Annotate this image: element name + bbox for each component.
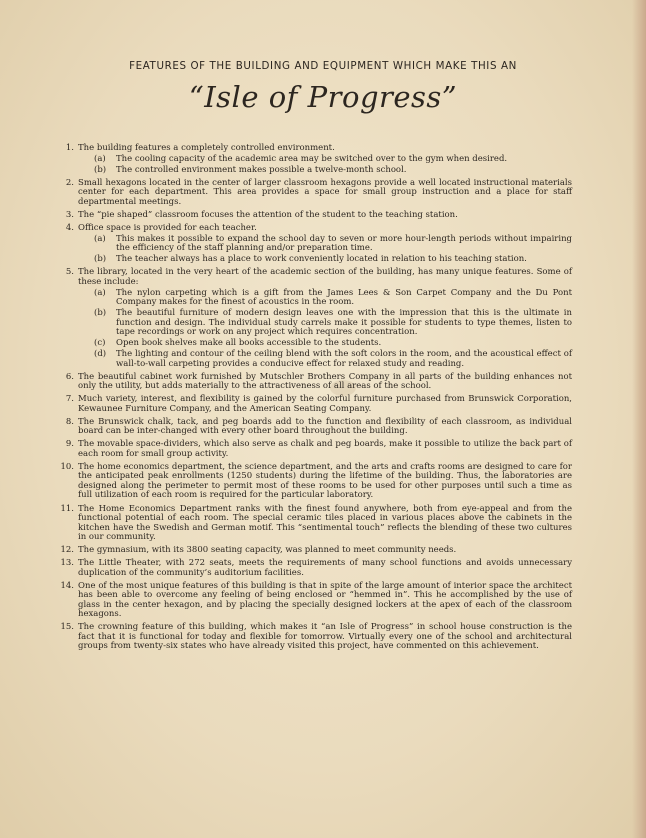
item-number: 8. [65, 416, 74, 427]
sub-item-text: The controlled environment makes possible a twelve-month school. [116, 164, 407, 175]
sub-item-label: (d) [94, 349, 107, 359]
sub-item [78, 235, 572, 254]
sub-item [78, 289, 572, 308]
item-number: 12. [60, 545, 74, 556]
item-text: The “pie shaped” classroom focuses the attention of the student to the teaching station. [78, 209, 458, 220]
item-number: 13. [60, 558, 74, 569]
sub-item [78, 155, 572, 165]
feature-item [56, 463, 572, 501]
sub-item-text: The cooling capacity of the academic area may be switched over to the gym when desired. [116, 153, 508, 164]
feature-item [56, 373, 572, 392]
feature-item [56, 179, 572, 208]
sub-item-text: The beautiful furniture of modern design leaves one with the impression that this is the ultimate in function and design. The individual study carrels make it possible for students to type themes, listen to tape recordings or work on any project which requires concentration. [116, 308, 572, 338]
item-number: 14. [60, 580, 74, 591]
item-number: 6. [65, 371, 74, 382]
item-number: 11. [60, 503, 74, 514]
feature-item [56, 440, 572, 459]
item-text: One of the most unique features of this building is that in spite of the large amount of interior space the architect has been able to overcome any feeling of being enclosed or “hemmed in”. This he accomplished by the use of glass in the center hexagon, and by placing the specially designed lockers at the apex of each of the classroom hexagons. [78, 580, 572, 620]
feature-item [56, 224, 572, 265]
feature-item [56, 582, 572, 620]
paper-edge-shadow [632, 0, 646, 838]
item-text: The Home Economics Department ranks with the finest found anywhere, both from eye-appeal and from the functional potential of each room. The special ceramic tiles placed in various places above the cabinets in the kitchen have the Swedish and German motif. This “sentimental touch” reflects the blending of these two cultures in our community. [78, 503, 572, 543]
item-text: The crowning feature of this building, which makes it “an Isle of Progress” in school house construction is the fact that it is functional for today and flexible for tomorrow. Virtually every one of the school and architectural groups from twenty-six states who have already visited this project, have commented on this achievement. [78, 622, 572, 652]
sub-item-label: (b) [94, 308, 107, 319]
sub-item-label: (a) [94, 153, 106, 164]
sub-item-text: This makes it possible to expand the school day to seven or more hour-length periods without impairing the efficiency of the staff planning and/or preparation time. [116, 233, 572, 254]
sub-item [78, 255, 572, 265]
sub-item-label: (b) [94, 254, 107, 265]
document-title: “Isle of Progress” [188, 80, 458, 114]
item-number: 15. [60, 622, 74, 633]
document-heading: FEATURES OF THE BUILDING AND EQUIPMENT WHICH MAKE THIS AN [129, 60, 517, 72]
item-number: 9. [65, 439, 74, 450]
feature-item [56, 559, 572, 578]
feature-item [56, 418, 572, 437]
item-text: The gymnasium, with its 3800 seating capacity, was planned to meet community needs. [78, 545, 457, 556]
item-text: The library, located in the very heart of the academic section of the building, has many unique features. Some of these include: [78, 267, 572, 287]
sub-item-text: The teacher always has a place to work conveniently located in relation to his teaching station. [116, 254, 527, 265]
item-text: The home economics department, the science department, and the arts and crafts rooms are designed to care for the anticipated peak enrollments (1250 students) during the lifetime of the building. Thus, the laboratories are designed along the perimeter to permit most of these rooms to be used for other purposes until such a time as full utilization of each room is required for the particular laboratory. [78, 461, 572, 501]
item-number: 10. [60, 461, 74, 472]
item-text: Much variety, interest, and flexibility is gained by the colorful furniture purchased from Brunswick Corporation, Kewaunee Furniture Company, and the American Seating Company. [78, 394, 572, 414]
sub-item-label: (a) [94, 233, 106, 244]
sub-item-label: (a) [94, 287, 106, 298]
item-number: 3. [65, 209, 74, 220]
sub-item-text: The nylon carpeting which is a gift from the James Lees & Son Carpet Company and the Du Pont Company makes for the finest of acoustics in the room. [116, 287, 572, 308]
sub-item-text: Open book shelves make all books accessible to the students. [116, 338, 382, 349]
feature-item [56, 268, 572, 369]
item-number: 2. [65, 177, 74, 188]
sub-item-text: The lighting and contour of the ceiling blend with the soft colors in the room, and the acoustical effect of wall-to-wall carpeting provides a conducive effect for relaxed study and reading. [116, 349, 572, 369]
feature-item [56, 395, 572, 414]
sub-item-label: (b) [94, 164, 107, 175]
item-text: The beautiful cabinet work furnished by Mutschler Brothers Company in all parts of the building enhances not only the utility, but adds materially to the attractiveness of all areas of the school. [78, 371, 572, 392]
item-number: 1. [65, 143, 74, 153]
item-number: 5. [65, 267, 74, 278]
item-number: 4. [65, 223, 74, 234]
item-text: Office space is provided for each teacher. [78, 223, 257, 234]
feature-item [56, 505, 572, 543]
feature-item [56, 623, 572, 652]
sub-item-label: (c) [94, 338, 106, 349]
sub-item [78, 350, 572, 369]
sub-item [78, 339, 572, 349]
item-text: The Little Theater, with 272 seats, meets the requirements of many school functions and avoids unnecessary duplication of the community’s auditorium facilities. [78, 558, 572, 578]
feature-item [56, 546, 572, 556]
sub-item [78, 166, 572, 176]
sub-item [78, 309, 572, 338]
feature-list [56, 144, 572, 656]
feature-item [56, 211, 572, 221]
item-text: The movable space-dividers, which also serve as chalk and peg boards, make it possible to utilize the back part of each room for small group activity. [78, 439, 572, 459]
item-text: Small hexagons located in the center of larger classroom hexagons provide a well located instructional materials center for each department. This area provides a space for small group instruction and a place for staff departmental meetings. [78, 177, 572, 207]
item-number: 7. [65, 394, 74, 405]
item-text: The Brunswick chalk, tack, and peg boards add to the function and flexibility of each classroom, as individual board can be inter-changed with every other board throughout the building. [78, 416, 572, 437]
feature-item [56, 144, 572, 175]
item-text: The building features a completely controlled environment. [78, 143, 335, 153]
